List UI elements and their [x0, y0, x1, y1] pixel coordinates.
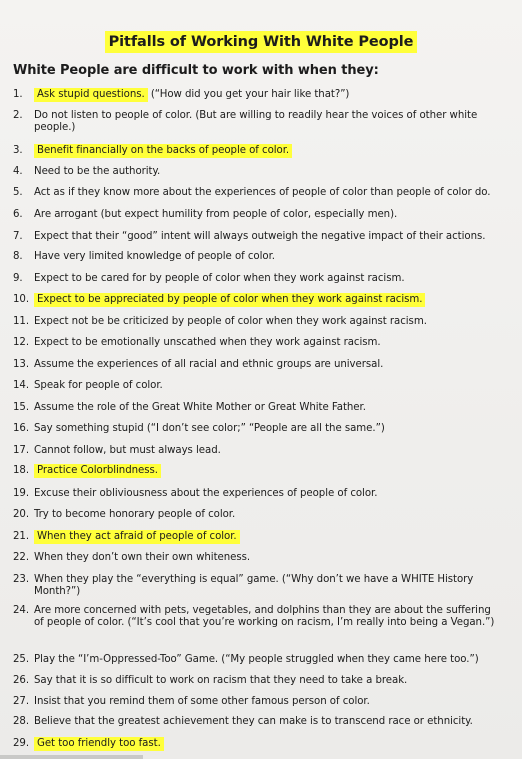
item-number: 5. — [13, 187, 23, 198]
item-rest-text: Assume the experiences of all racial and ethnic groups are universal. — [34, 359, 384, 370]
item-number: 9. — [13, 273, 23, 284]
item-text — [34, 574, 499, 599]
item-rest-text: Excuse their obliviousness about the experiences of people of color. — [34, 488, 378, 499]
item-rest-text: Expect that their “good” intent will always outweigh the negative impact of their actions. — [34, 231, 486, 242]
item-number: 7. — [13, 231, 23, 242]
item-text — [34, 552, 499, 564]
item-number: 11. — [13, 316, 30, 327]
item-rest-text: Are more concerned with pets, vegetables, and dolphins than they are about the suffering of people of color. (“It’s cool that you’re working on racism, I’m really into being a Vegan.”) — [34, 605, 495, 629]
item-highlight: Benefit financially on the backs of people of color. — [34, 144, 292, 158]
item-highlight: When they act afraid of people of color. — [34, 530, 240, 544]
item-rest-text: Say that it is so difficult to work on racism that they need to take a break. — [34, 675, 408, 686]
item-text — [34, 359, 499, 371]
item-text — [34, 716, 499, 728]
item-text — [34, 231, 499, 243]
item-number: 6. — [13, 209, 23, 220]
item-highlight: Get too friendly too fast. — [34, 737, 164, 751]
item-rest-text: Do not listen to people of color. (But are willing to readily hear the voices of other white people.) — [34, 110, 478, 134]
item-text — [34, 445, 499, 457]
item-number: 26. — [13, 675, 30, 686]
item-number: 1. — [13, 89, 23, 100]
item-text — [34, 145, 499, 157]
scrollbar-thumb[interactable] — [0, 755, 143, 759]
page-title: Pitfalls of Working With White People — [105, 31, 418, 53]
item-number: 12. — [13, 337, 30, 348]
item-rest-text: When they play the “everything is equal” game. (“Why don’t we have a WHITE History Month?”) — [34, 574, 474, 598]
item-rest-text: Say something stupid (“I don’t see color;” “People are all the same.”) — [34, 423, 385, 434]
item-text — [34, 294, 499, 306]
item-number: 20. — [13, 509, 30, 520]
item-number: 17. — [13, 445, 30, 456]
item-number: 23. — [13, 574, 30, 585]
item-text — [34, 89, 499, 101]
item-rest-text: Expect to be cared for by people of color when they work against racism. — [34, 273, 405, 284]
item-text — [34, 465, 499, 477]
item-rest-text: Need to be the authority. — [34, 166, 161, 177]
item-text — [34, 251, 499, 263]
item-highlight: Ask stupid questions. — [34, 88, 148, 102]
item-text — [34, 509, 499, 521]
item-number: 28. — [13, 716, 30, 727]
item-number: 8. — [13, 251, 23, 262]
item-number: 13. — [13, 359, 30, 370]
item-rest-text: Assume the role of the Great White Mother or Great White Father. — [34, 402, 366, 413]
title-wrap — [0, 31, 522, 53]
item-rest-text: Act as if they know more about the experiences of people of color than people of color do. — [34, 187, 491, 198]
item-number: 4. — [13, 166, 23, 177]
item-text — [34, 738, 499, 750]
item-text — [34, 187, 499, 199]
item-rest-text: (“How did you get your hair like that?”) — [147, 89, 350, 100]
item-number: 15. — [13, 402, 30, 413]
item-text — [34, 337, 499, 349]
item-text — [34, 488, 499, 500]
item-text — [34, 675, 499, 687]
item-number: 18. — [13, 465, 30, 476]
item-number: 14. — [13, 380, 30, 391]
item-number: 16. — [13, 423, 30, 434]
item-text — [34, 605, 499, 630]
item-text — [34, 209, 499, 221]
item-number: 27. — [13, 696, 30, 707]
item-rest-text: Speak for people of color. — [34, 380, 163, 391]
item-number: 22. — [13, 552, 30, 563]
item-rest-text: Have very limited knowledge of people of color. — [34, 251, 275, 262]
item-number: 10. — [13, 294, 30, 305]
item-number: 25. — [13, 654, 30, 665]
item-text — [34, 316, 499, 328]
item-text — [34, 402, 499, 414]
item-text — [34, 423, 499, 435]
item-text — [34, 110, 499, 135]
item-number: 19. — [13, 488, 30, 499]
item-rest-text: Are arrogant (but expect humility from people of color, especially men). — [34, 209, 398, 220]
item-rest-text: Expect to be emotionally unscathed when they work against racism. — [34, 337, 381, 348]
item-text — [34, 531, 499, 543]
item-number: 2. — [13, 110, 23, 121]
item-text — [34, 166, 499, 178]
intro-heading: White People are difficult to work with when they: — [13, 63, 379, 78]
item-rest-text: Expect not be be criticized by people of color when they work against racism. — [34, 316, 427, 327]
item-rest-text: Try to become honorary people of color. — [34, 509, 236, 520]
item-number: 21. — [13, 531, 30, 542]
item-number: 24. — [13, 605, 30, 616]
item-rest-text: Play the “I’m-Oppressed-Too” Game. (“My people struggled when they came here too.”) — [34, 654, 479, 665]
item-rest-text: Believe that the greatest achievement they can make is to transcend race or ethnicity. — [34, 716, 473, 727]
item-text — [34, 273, 499, 285]
item-number: 3. — [13, 145, 23, 156]
item-text — [34, 380, 499, 392]
item-number: 29. — [13, 738, 30, 749]
item-text — [34, 654, 499, 666]
item-rest-text: When they don’t own their own whiteness. — [34, 552, 251, 563]
item-rest-text: Cannot follow, but must always lead. — [34, 445, 221, 456]
item-rest-text: Insist that you remind them of some other famous person of color. — [34, 696, 370, 707]
item-text — [34, 696, 499, 708]
item-highlight: Practice Colorblindness. — [34, 464, 161, 478]
item-highlight: Expect to be appreciated by people of color when they work against racism. — [34, 293, 425, 307]
